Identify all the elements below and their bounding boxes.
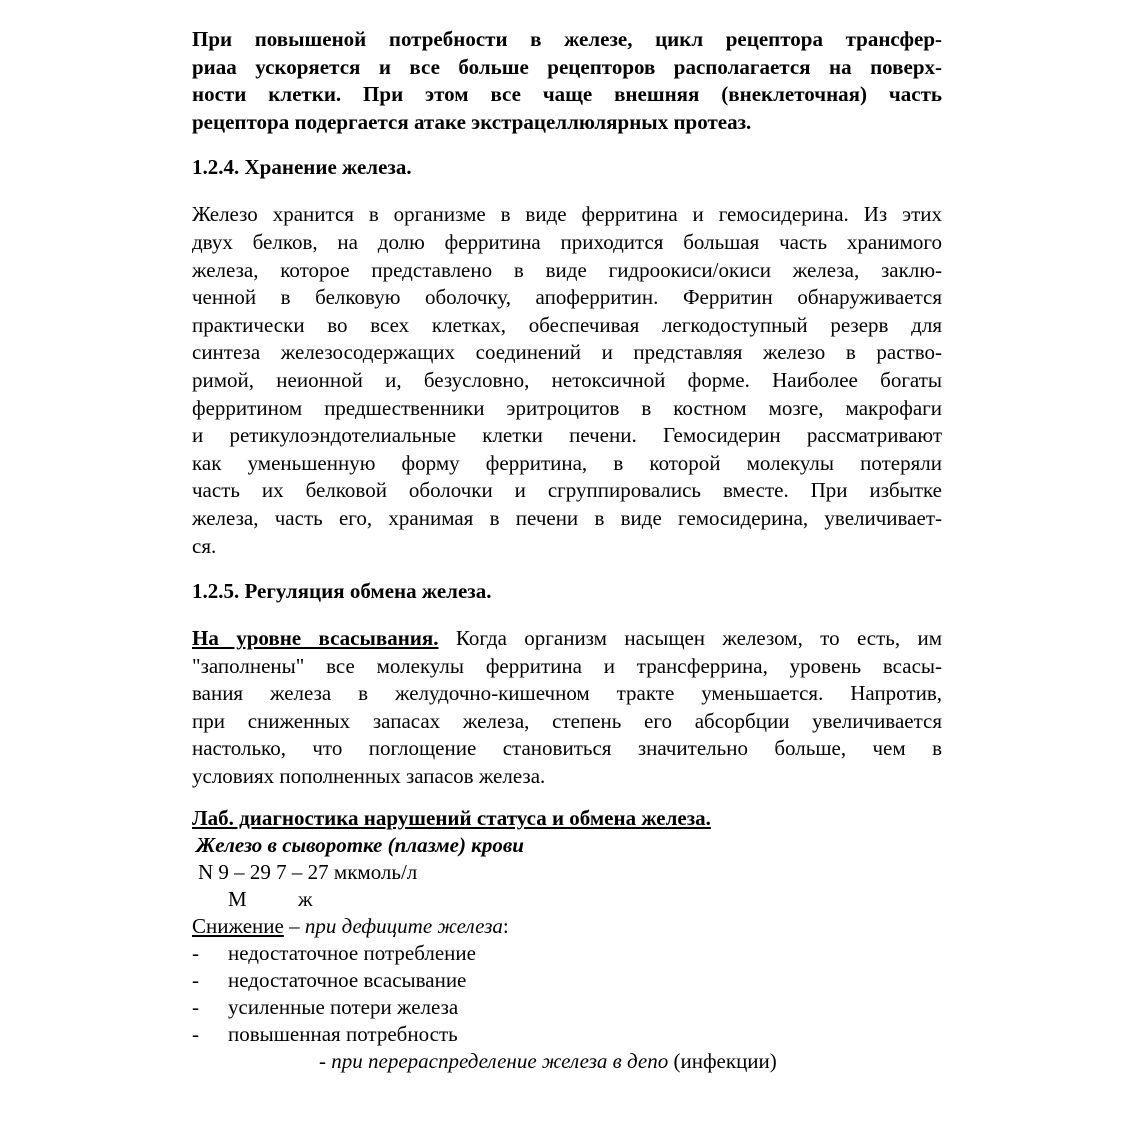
text-line: Железо хранится в организме в виде ферритина и гемосидерина. Из этих xyxy=(192,202,942,227)
lab-heading: Лаб. диагностика нарушений статуса и обмена железа. xyxy=(192,805,711,830)
intro-line: риаа ускоряется и все больше рецепторов располагается на поверх- xyxy=(192,54,942,79)
intro-line: При повышеной потребности в железе, цикл рецептора трансфер- xyxy=(192,27,942,51)
list-item xyxy=(192,994,942,1021)
document-page xyxy=(192,26,942,1075)
text-line: ченной в белковую оболочку, апоферритин. Ферритин обнаруживается xyxy=(192,285,942,310)
text-line: и ретикулоэндотелиальные клетки печени. Гемосидерин рассматривают xyxy=(192,423,942,448)
list-dash: - xyxy=(192,994,199,1019)
decrease-cause: при дефиците железа xyxy=(304,913,503,938)
intro-paragraph xyxy=(192,26,942,136)
text-line: как уменьшенную форму ферритина, в которой молекулы потеряли xyxy=(192,450,942,475)
list-item-text: усиленные потери железа xyxy=(228,994,459,1019)
decrease-label: Снижение xyxy=(192,913,284,938)
section-heading-1-2-5: 1.2.5. Регуляция обмена железа. xyxy=(192,579,492,604)
section-heading-1-2-4: 1.2.4. Хранение железа. xyxy=(192,155,412,180)
list-item xyxy=(192,1021,942,1048)
list-dash: - xyxy=(192,940,199,965)
lab-subheading: Железо в сыворотке (плазме) крови xyxy=(196,832,524,857)
list-item-text: недостаточное потребление xyxy=(228,940,476,965)
lab-section xyxy=(192,805,942,1075)
text-line: римой, неионной и, безусловно, нетоксичной форме. Наиболее богаты xyxy=(192,367,942,392)
text-line: ферритином предшественники эритроцитов в костном мозге, макрофаги xyxy=(192,395,942,420)
text-line: часть их белковой оболочки и сгруппировались вместе. При избытке xyxy=(192,478,942,503)
storage-paragraph xyxy=(192,201,942,560)
regulation-paragraph xyxy=(192,625,942,791)
redistribution-italic: - при перераспределение железа в депо xyxy=(319,1048,669,1073)
intro-line: рецептора подергается атаке экстрацеллюлярных протеаз. xyxy=(192,109,752,134)
list-item xyxy=(192,940,942,967)
list-dash: - xyxy=(192,1021,199,1046)
text-line-lead xyxy=(192,625,942,653)
lead-rest: Когда организм насыщен железом, то есть, им xyxy=(438,626,942,651)
lead-label: На уровне всасывания. xyxy=(192,626,439,651)
text-line: настолько, что поглощение становиться значительно больше, чем в xyxy=(192,736,942,761)
text-line: при сниженных запасах железа, степень его абсорбции увеличивается xyxy=(192,708,942,733)
text-line: "заполнены" все молекулы ферритина и трансферрина, уровень всасы- xyxy=(192,653,942,678)
list-item-text: повышенная потребность xyxy=(228,1021,458,1046)
sex-labels xyxy=(192,886,942,913)
norm-values: N 9 – 29 7 – 27 мкмоль/л xyxy=(198,859,418,884)
redistribution-rest: (инфекции) xyxy=(668,1048,777,1073)
text-line: вания железа в желудочно-кишечном тракте уменьшается. Напротив, xyxy=(192,681,942,706)
list-dash: - xyxy=(192,967,199,992)
sex-male-label: М xyxy=(228,886,247,911)
text-line: двух белков, на долю ферритина приходится большая часть хранимого xyxy=(192,229,942,254)
text-line: ся. xyxy=(192,533,217,558)
decrease-separator: – xyxy=(283,913,305,938)
text-line: железа, которое представлено в виде гидроокиси/окиси железа, заклю- xyxy=(192,257,942,282)
redistribution-line xyxy=(192,1048,942,1075)
text-line: практически во всех клетках, обеспечивая легкодоступный резерв для xyxy=(192,312,942,337)
list-item-text: недостаточное всасывание xyxy=(228,967,467,992)
sex-female-label: ж xyxy=(298,886,313,911)
text-line: синтеза железосодержащих соединений и представляя железо в раство- xyxy=(192,340,942,365)
decrease-colon: : xyxy=(502,913,509,938)
text-line: железа, часть его, хранимая в печени в виде гемосидерина, увеличивает- xyxy=(192,505,942,530)
intro-line: ности клетки. При этом все чаще внешняя (внеклеточная) часть xyxy=(192,82,942,107)
text-line: условиях пополненных запасов железа. xyxy=(192,764,546,789)
decrease-line xyxy=(192,913,942,940)
list-item xyxy=(192,967,942,994)
